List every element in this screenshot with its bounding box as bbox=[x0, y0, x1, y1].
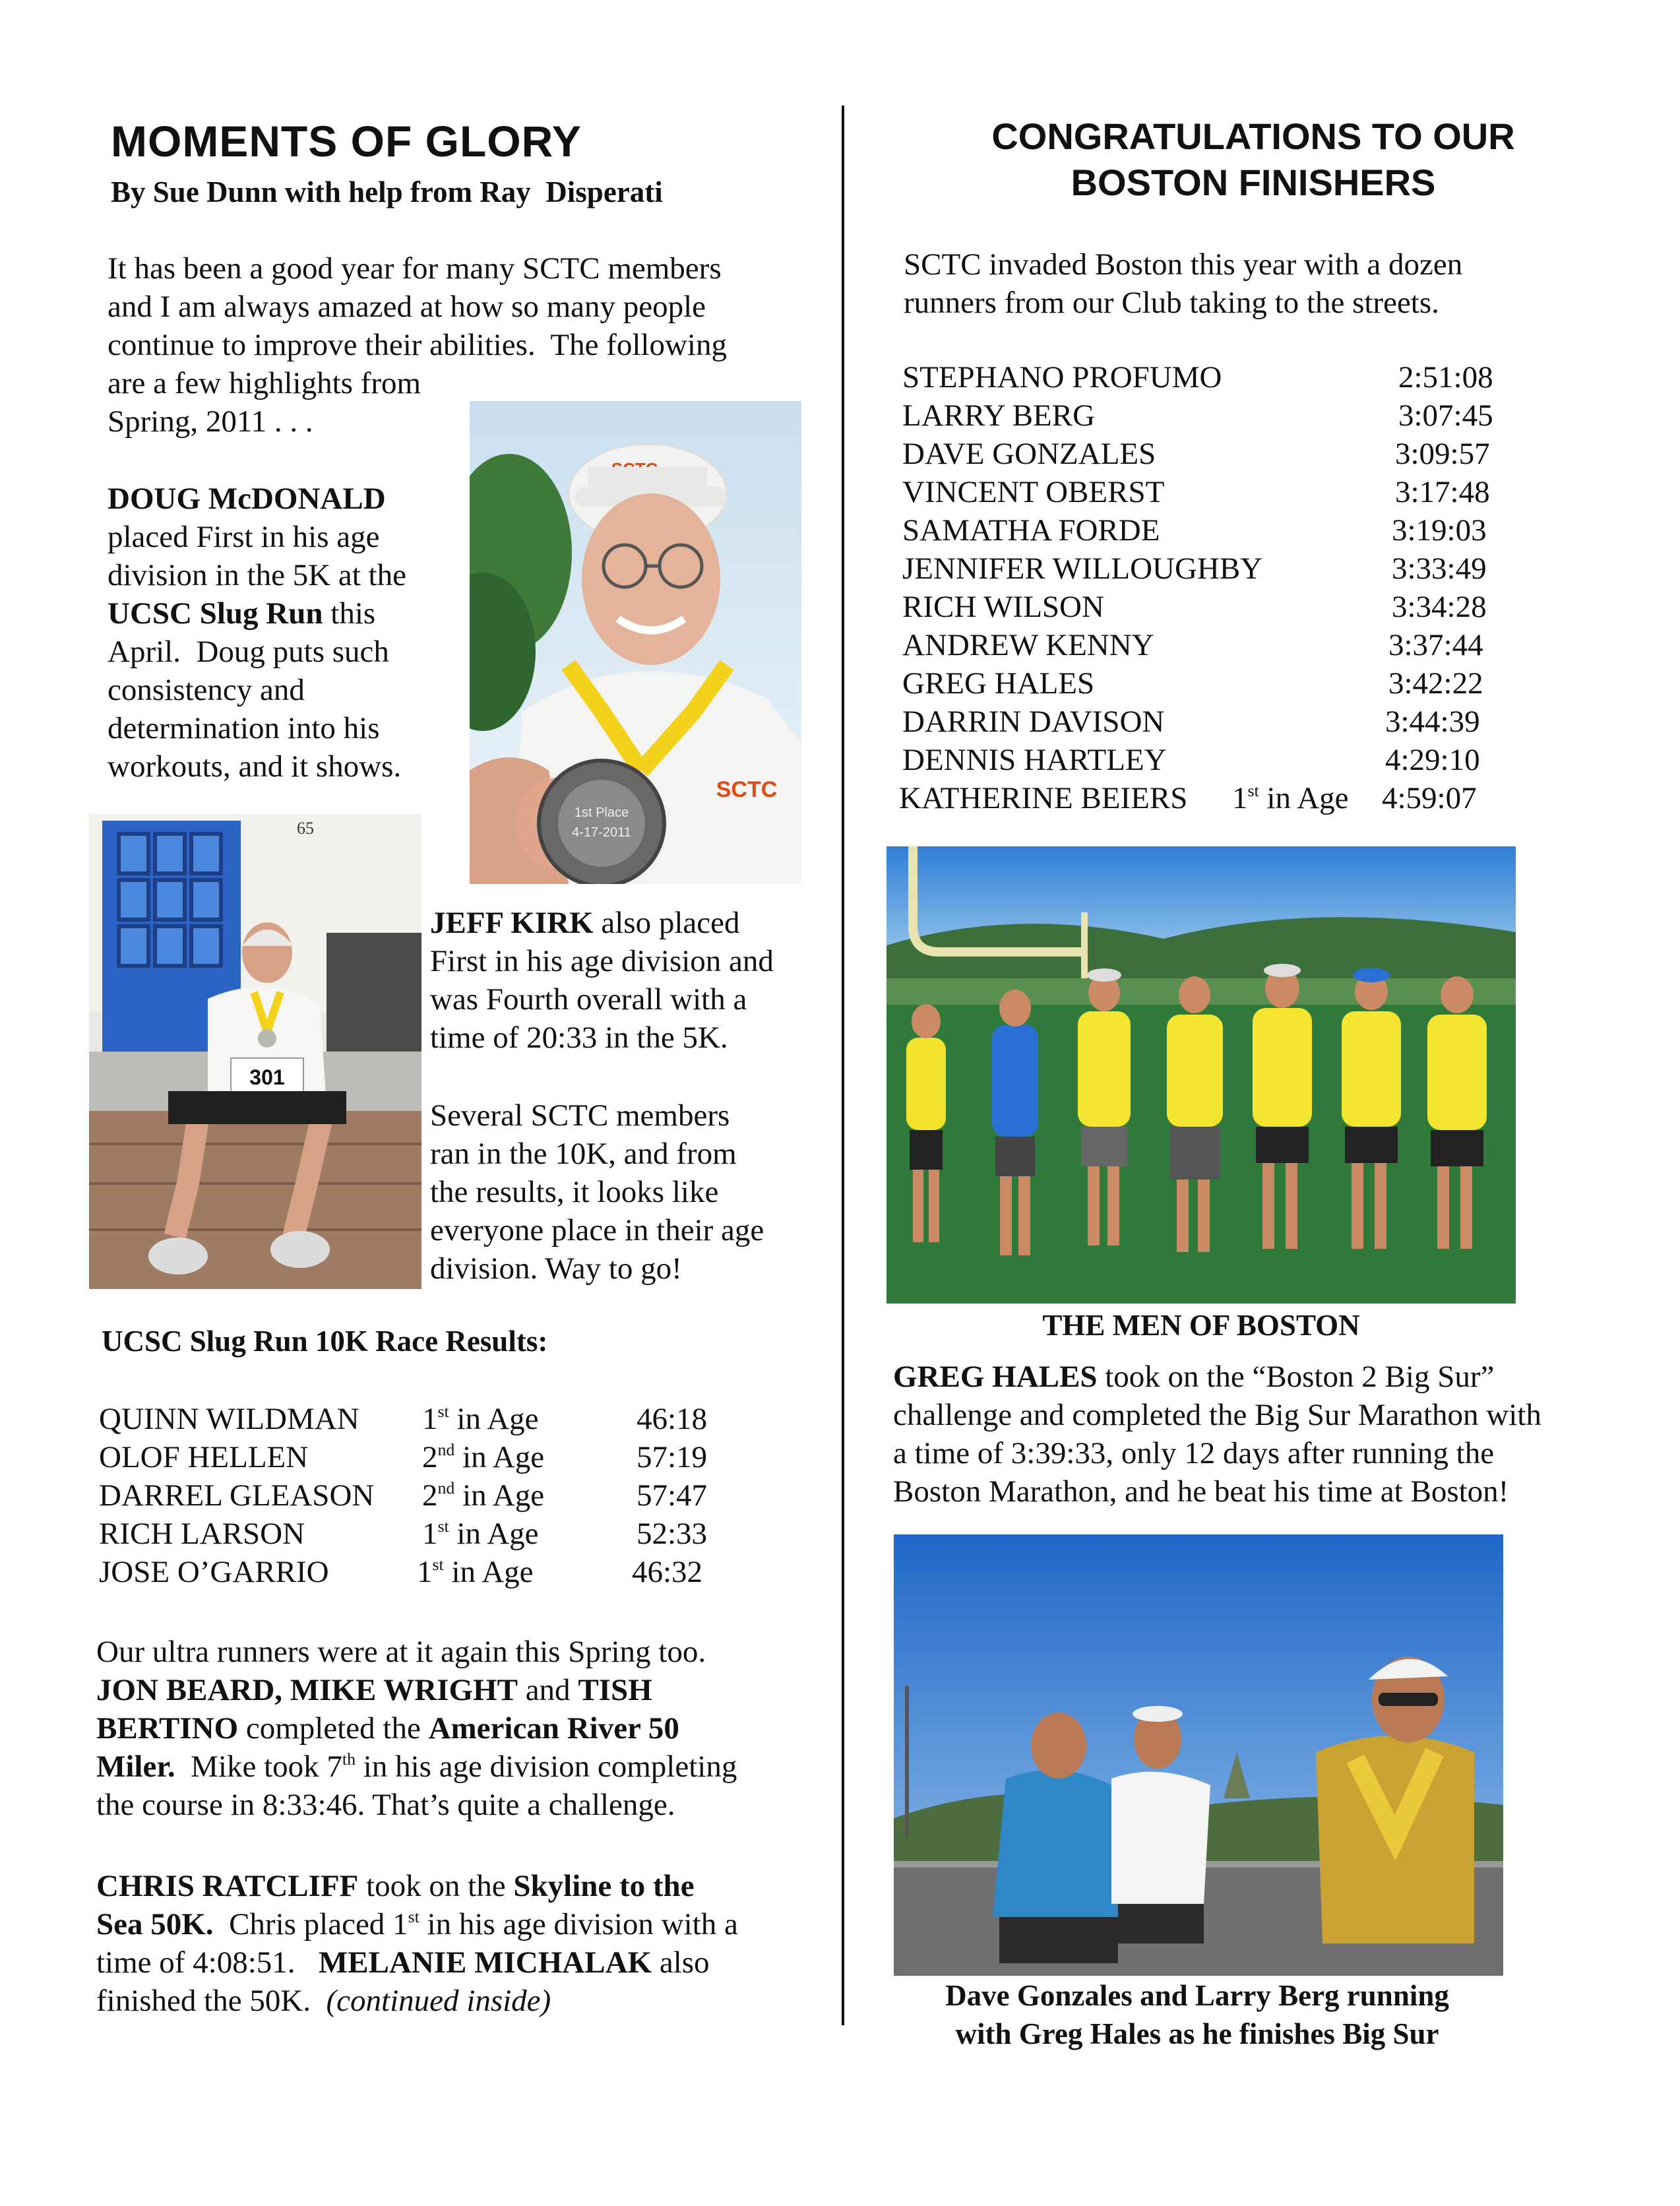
doug-line: placed First in his age bbox=[108, 520, 380, 554]
ultra-race: Miler. bbox=[96, 1749, 175, 1784]
boston-title-line: BOSTON FINISHERS bbox=[1071, 162, 1436, 203]
jeff-line: was Fourth overall with a bbox=[430, 982, 747, 1017]
result-time: 57:47 bbox=[637, 1478, 708, 1513]
finisher-name: DAVE GONZALES bbox=[902, 437, 1156, 471]
result-time: 46:32 bbox=[632, 1555, 703, 1589]
doug-line: consistency and bbox=[108, 673, 305, 707]
results-heading: UCSC Slug Run 10K Race Results: bbox=[102, 1325, 548, 1358]
doug-name: DOUG McDONALD bbox=[108, 482, 386, 516]
doug-paragraph bbox=[108, 480, 464, 786]
intro-line: and I am always amazed at how so many people bbox=[108, 290, 706, 324]
finisher-name: VINCENT OBERST bbox=[902, 475, 1165, 509]
chris-time: time of 4:08:51. bbox=[96, 1945, 319, 1980]
boston-intro-line: SCTC invaded Boston this year with a dozen bbox=[904, 247, 1463, 282]
ultra-mike: Mike took 7 bbox=[175, 1749, 342, 1784]
result-place: 1st in Age bbox=[417, 1554, 534, 1589]
doug-race-after: this bbox=[323, 596, 376, 631]
column-divider bbox=[842, 106, 844, 2025]
ultra-runner: TISH bbox=[578, 1673, 652, 1707]
finisher-name: RICH WILSON bbox=[902, 590, 1104, 624]
jeff-line: time of 20:33 in the 5K. bbox=[430, 1021, 728, 1055]
greg-line: Boston Marathon, and he beat his time at Boston! bbox=[893, 1474, 1509, 1509]
ultra-mike-sup: th bbox=[342, 1749, 356, 1769]
finisher-name: LARRY BERG bbox=[902, 398, 1096, 433]
byline: By Sue Dunn with help from Ray Disperati bbox=[111, 175, 663, 208]
melanie-name: MELANIE MICHALAK bbox=[318, 1945, 652, 1980]
ultra-line: Our ultra runners were at it again this Spring too. bbox=[96, 1635, 706, 1669]
jeff-line: also placed bbox=[593, 906, 740, 940]
melanie-also: also bbox=[652, 1945, 710, 1980]
shirt-logo: SCTC bbox=[716, 777, 778, 802]
ultra-runners: JON BEARD, MIKE WRIGHT bbox=[96, 1673, 518, 1707]
finisher-time: 3:19:03 bbox=[1392, 513, 1487, 548]
chris-took: took on the bbox=[358, 1869, 514, 1903]
medal-text: 1st Place bbox=[574, 805, 629, 820]
finisher-time: 2:51:08 bbox=[1398, 360, 1493, 394]
result-name: QUINN WILDMAN bbox=[99, 1402, 359, 1436]
house-number: 65 bbox=[297, 819, 314, 838]
finisher-name: DARRIN DAVISON bbox=[902, 705, 1165, 739]
result-name: JOSE O’GARRIO bbox=[99, 1555, 329, 1589]
intro-line: continue to improve their abilities. The following bbox=[108, 328, 727, 362]
jeff-kirk-photo bbox=[89, 814, 421, 1289]
intro-line: are a few highlights from bbox=[108, 366, 421, 400]
ultra-mike-after: in his age division completing bbox=[356, 1749, 737, 1784]
boston-title-line: CONGRATULATIONS TO OUR bbox=[991, 115, 1515, 157]
finisher-time: 3:42:22 bbox=[1388, 666, 1483, 701]
big-sur-image bbox=[894, 1534, 1503, 1976]
finisher-name: STEPHANO PROFUMO bbox=[902, 360, 1222, 394]
finisher-time: 4:29:10 bbox=[1385, 743, 1480, 777]
jeff-name: JEFF KIRK bbox=[430, 906, 594, 940]
intro-line: It has been a good year for many SCTC members bbox=[108, 251, 722, 286]
finisher-time: 3:44:39 bbox=[1385, 705, 1480, 739]
finisher-time: 4:59:07 bbox=[1382, 781, 1477, 815]
result-place: 1st in Age bbox=[422, 1401, 539, 1436]
doug-line: workouts, and it shows. bbox=[108, 749, 402, 784]
chris-placed: Chris placed 1 bbox=[213, 1907, 408, 1941]
greg-line: challenge and completed the Big Sur Marathon with bbox=[893, 1398, 1541, 1432]
men-of-boston-image bbox=[887, 846, 1516, 1304]
result-time: 46:18 bbox=[637, 1402, 708, 1436]
ultra-and: and bbox=[517, 1673, 578, 1707]
result-time: 52:33 bbox=[637, 1517, 708, 1551]
doug-line: determination into his bbox=[108, 711, 380, 745]
ultra-paragraph bbox=[96, 1633, 828, 1824]
chris-paragraph bbox=[96, 1867, 828, 2020]
boston-intro bbox=[904, 245, 1642, 322]
chris-name: CHRIS RATCLIFF bbox=[96, 1869, 359, 1903]
greg-name: GREG HALES bbox=[893, 1360, 1098, 1394]
ultra-runner: BERTINO bbox=[96, 1711, 239, 1746]
continued-inside: (continued inside) bbox=[326, 1984, 551, 2018]
finisher-note: 1st in Age bbox=[1232, 780, 1349, 815]
intro-line: Spring, 2011 . . . bbox=[108, 404, 313, 439]
boston-intro-line: runners from our Club taking to the streets. bbox=[904, 286, 1439, 320]
several-line: division. Way to go! bbox=[430, 1251, 682, 1286]
finisher-time: 3:07:45 bbox=[1398, 398, 1493, 433]
ultra-line: the course in 8:33:46. That’s quite a challenge. bbox=[96, 1788, 675, 1822]
ultra-race: American River 50 bbox=[428, 1711, 679, 1746]
jeff-line: First in his age division and bbox=[430, 944, 774, 978]
result-name: OLOF HELLEN bbox=[99, 1440, 309, 1474]
several-paragraph bbox=[430, 1096, 813, 1288]
finisher-name: ANDREW KENNY bbox=[902, 628, 1154, 662]
result-name: DARREL GLEASON bbox=[99, 1478, 375, 1513]
finisher-name: SAMATHA FORDE bbox=[902, 513, 1160, 548]
doug-medal-image bbox=[470, 401, 801, 884]
race-bib: 301 bbox=[249, 1065, 285, 1089]
big-sur-caption-line: Dave Gonzales and Larry Berg running bbox=[945, 1979, 1449, 2012]
several-line: Several SCTC members bbox=[430, 1098, 730, 1133]
greg-line: a time of 3:39:33, only 12 days after running the bbox=[893, 1436, 1495, 1470]
greg-line: took on the “Boston 2 Big Sur” bbox=[1097, 1360, 1495, 1394]
result-name: RICH LARSON bbox=[99, 1517, 305, 1551]
several-line: the results, it looks like bbox=[430, 1175, 719, 1209]
page-title: MOMENTS OF GLORY bbox=[111, 117, 582, 166]
finisher-name: JENNIFER WILLOUGHBY bbox=[902, 552, 1263, 586]
medal-date: 4-17-2011 bbox=[572, 825, 631, 840]
finisher-time: 3:37:44 bbox=[1388, 628, 1483, 662]
finisher-name: GREG HALES bbox=[902, 666, 1095, 701]
boston-title bbox=[857, 113, 1649, 206]
chris-race: Sea 50K. bbox=[96, 1907, 214, 1941]
chris-placed-sup: st bbox=[408, 1907, 420, 1926]
chris-placed-after: in his age division with a bbox=[419, 1907, 738, 1941]
doug-medal-photo bbox=[470, 401, 801, 884]
result-place: 2nd in Age bbox=[422, 1439, 545, 1474]
several-line: everyone place in their age bbox=[430, 1213, 764, 1247]
chris-race: Skyline to the bbox=[513, 1869, 695, 1903]
doug-line: division in the 5K at the bbox=[108, 558, 406, 592]
greg-paragraph bbox=[893, 1358, 1652, 1511]
big-sur-caption-line: with Greg Hales as he finishes Big Sur bbox=[955, 2017, 1439, 2050]
men-of-boston-photo bbox=[887, 846, 1516, 1304]
ultra-completed: completed the bbox=[238, 1711, 429, 1746]
several-line: ran in the 10K, and from bbox=[430, 1137, 737, 1171]
jeff-paragraph bbox=[430, 904, 813, 1057]
finisher-time: 3:33:49 bbox=[1392, 552, 1487, 586]
finisher-time: 3:17:48 bbox=[1395, 475, 1490, 509]
finisher-time: 3:34:28 bbox=[1392, 590, 1487, 624]
result-place: 2nd in Age bbox=[422, 1478, 545, 1513]
result-place: 1st in Age bbox=[422, 1516, 539, 1551]
finisher-name: KATHERINE BEIERS bbox=[899, 781, 1188, 815]
doug-line: April. Doug puts such bbox=[108, 635, 389, 669]
jeff-kirk-image bbox=[89, 814, 421, 1289]
men-of-boston-caption: THE MEN OF BOSTON bbox=[1042, 1309, 1360, 1342]
big-sur-photo bbox=[894, 1534, 1503, 1976]
melanie-finished: finished the 50K. bbox=[96, 1984, 327, 2018]
result-time: 57:19 bbox=[637, 1440, 708, 1474]
finisher-time: 3:09:57 bbox=[1395, 437, 1490, 471]
finisher-name: DENNIS HARTLEY bbox=[902, 743, 1167, 777]
big-sur-caption bbox=[877, 1976, 1517, 2053]
doug-race: UCSC Slug Run bbox=[108, 596, 323, 631]
